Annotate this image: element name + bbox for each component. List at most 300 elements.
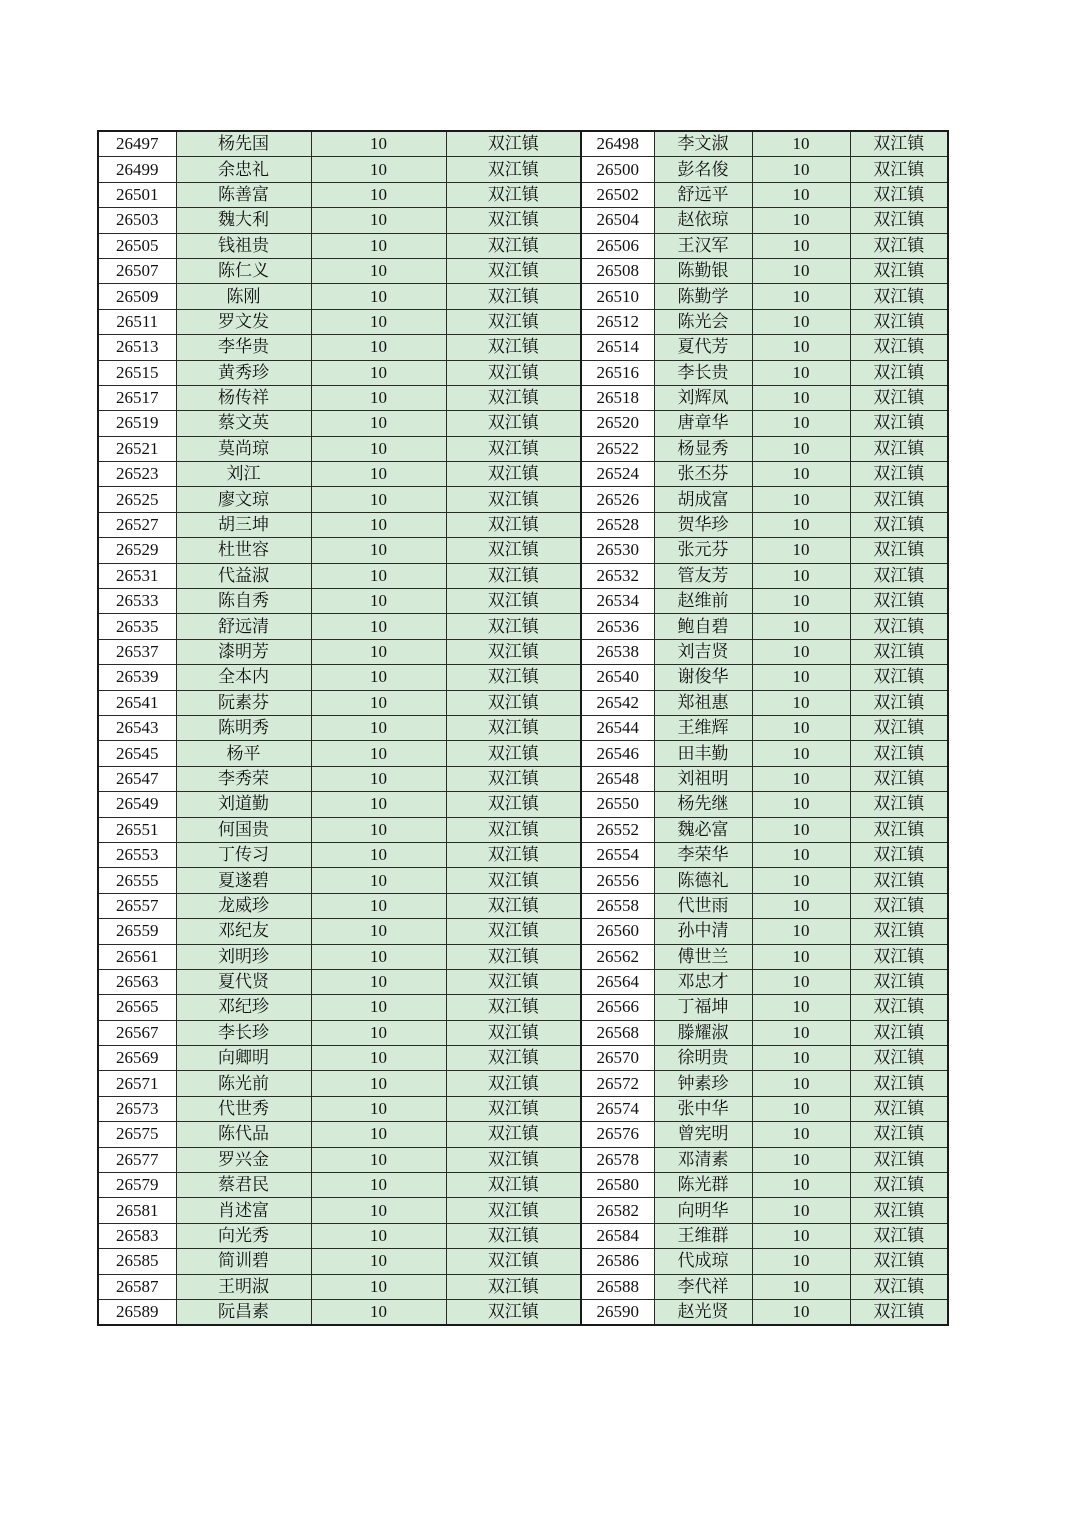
left-id-cell: 26563 <box>98 969 176 994</box>
table-row <box>98 1071 948 1096</box>
right-name-cell: 赵维前 <box>654 589 752 614</box>
left-town-cell: 双江镇 <box>446 360 581 385</box>
right-amount-cell: 10 <box>752 1122 850 1147</box>
left-town-cell: 双江镇 <box>446 157 581 182</box>
right-town-cell: 双江镇 <box>850 538 948 563</box>
left-amount-cell: 10 <box>311 1020 446 1045</box>
left-name-cell: 陈刚 <box>176 284 311 309</box>
right-name-cell: 贺华珍 <box>654 512 752 537</box>
right-town-cell: 双江镇 <box>850 1020 948 1045</box>
right-name-cell: 钟素珍 <box>654 1071 752 1096</box>
left-name-cell: 龙威珍 <box>176 893 311 918</box>
left-id-cell: 26583 <box>98 1223 176 1248</box>
right-town-cell: 双江镇 <box>850 563 948 588</box>
right-amount-cell: 10 <box>752 208 850 233</box>
left-name-cell: 钱祖贵 <box>176 233 311 258</box>
left-name-cell: 李长珍 <box>176 1020 311 1045</box>
right-amount-cell: 10 <box>752 563 850 588</box>
right-town-cell: 双江镇 <box>850 487 948 512</box>
left-town-cell: 双江镇 <box>446 893 581 918</box>
table-row <box>98 639 948 664</box>
right-town-cell: 双江镇 <box>850 360 948 385</box>
right-town-cell: 双江镇 <box>850 233 948 258</box>
left-id-cell: 26501 <box>98 182 176 207</box>
right-name-cell: 李荣华 <box>654 842 752 867</box>
right-id-cell: 26544 <box>581 715 654 740</box>
table-row <box>98 842 948 867</box>
left-id-cell: 26525 <box>98 487 176 512</box>
left-name-cell: 丁传习 <box>176 842 311 867</box>
right-amount-cell: 10 <box>752 309 850 334</box>
right-id-cell: 26556 <box>581 868 654 893</box>
right-id-cell: 26534 <box>581 589 654 614</box>
right-id-cell: 26566 <box>581 995 654 1020</box>
left-town-cell: 双江镇 <box>446 1122 581 1147</box>
left-town-cell: 双江镇 <box>446 1173 581 1198</box>
right-name-cell: 杨先继 <box>654 792 752 817</box>
right-amount-cell: 10 <box>752 411 850 436</box>
left-amount-cell: 10 <box>311 512 446 537</box>
right-amount-cell: 10 <box>752 842 850 867</box>
left-amount-cell: 10 <box>311 258 446 283</box>
left-name-cell: 陈光前 <box>176 1071 311 1096</box>
right-amount-cell: 10 <box>752 868 850 893</box>
right-town-cell: 双江镇 <box>850 589 948 614</box>
table-row <box>98 969 948 994</box>
right-id-cell: 26504 <box>581 208 654 233</box>
right-name-cell: 邓清素 <box>654 1147 752 1172</box>
right-amount-cell: 10 <box>752 233 850 258</box>
table-row <box>98 944 948 969</box>
left-amount-cell: 10 <box>311 919 446 944</box>
left-town-cell: 双江镇 <box>446 969 581 994</box>
right-amount-cell: 10 <box>752 944 850 969</box>
left-amount-cell: 10 <box>311 284 446 309</box>
left-name-cell: 阮素芬 <box>176 690 311 715</box>
left-name-cell: 向光秀 <box>176 1223 311 1248</box>
table-row <box>98 462 948 487</box>
left-town-cell: 双江镇 <box>446 131 581 157</box>
left-town-cell: 双江镇 <box>446 995 581 1020</box>
left-id-cell: 26561 <box>98 944 176 969</box>
left-amount-cell: 10 <box>311 487 446 512</box>
left-id-cell: 26575 <box>98 1122 176 1147</box>
right-amount-cell: 10 <box>752 1071 850 1096</box>
left-id-cell: 26581 <box>98 1198 176 1223</box>
right-name-cell: 田丰勤 <box>654 741 752 766</box>
left-amount-cell: 10 <box>311 411 446 436</box>
left-town-cell: 双江镇 <box>446 842 581 867</box>
right-name-cell: 彭名俊 <box>654 157 752 182</box>
right-id-cell: 26502 <box>581 182 654 207</box>
right-amount-cell: 10 <box>752 741 850 766</box>
data-table <box>97 130 949 1326</box>
left-amount-cell: 10 <box>311 208 446 233</box>
right-town-cell: 双江镇 <box>850 639 948 664</box>
left-id-cell: 26567 <box>98 1020 176 1045</box>
left-town-cell: 双江镇 <box>446 665 581 690</box>
left-amount-cell: 10 <box>311 309 446 334</box>
right-id-cell: 26588 <box>581 1274 654 1299</box>
left-amount-cell: 10 <box>311 766 446 791</box>
left-amount-cell: 10 <box>311 589 446 614</box>
right-town-cell: 双江镇 <box>850 182 948 207</box>
table-row <box>98 868 948 893</box>
right-id-cell: 26520 <box>581 411 654 436</box>
left-town-cell: 双江镇 <box>446 614 581 639</box>
right-name-cell: 曾宪明 <box>654 1122 752 1147</box>
right-amount-cell: 10 <box>752 1046 850 1071</box>
right-id-cell: 26584 <box>581 1223 654 1248</box>
right-amount-cell: 10 <box>752 436 850 461</box>
left-id-cell: 26559 <box>98 919 176 944</box>
right-id-cell: 26560 <box>581 919 654 944</box>
left-name-cell: 向卿明 <box>176 1046 311 1071</box>
right-name-cell: 徐明贵 <box>654 1046 752 1071</box>
right-town-cell: 双江镇 <box>850 1249 948 1274</box>
left-name-cell: 邓纪友 <box>176 919 311 944</box>
right-amount-cell: 10 <box>752 335 850 360</box>
right-name-cell: 陈德礼 <box>654 868 752 893</box>
left-name-cell: 王明淑 <box>176 1274 311 1299</box>
table-row <box>98 563 948 588</box>
left-name-cell: 代益淑 <box>176 563 311 588</box>
left-amount-cell: 10 <box>311 538 446 563</box>
left-town-cell: 双江镇 <box>446 411 581 436</box>
left-name-cell: 简训碧 <box>176 1249 311 1274</box>
right-amount-cell: 10 <box>752 1198 850 1223</box>
right-town-cell: 双江镇 <box>850 462 948 487</box>
right-id-cell: 26580 <box>581 1173 654 1198</box>
right-amount-cell: 10 <box>752 589 850 614</box>
left-name-cell: 陈明秀 <box>176 715 311 740</box>
table-row <box>98 1249 948 1274</box>
left-name-cell: 夏代贤 <box>176 969 311 994</box>
right-town-cell: 双江镇 <box>850 944 948 969</box>
right-name-cell: 赵依琼 <box>654 208 752 233</box>
left-id-cell: 26555 <box>98 868 176 893</box>
left-name-cell: 漆明芳 <box>176 639 311 664</box>
left-id-cell: 26535 <box>98 614 176 639</box>
left-town-cell: 双江镇 <box>446 715 581 740</box>
left-town-cell: 双江镇 <box>446 1223 581 1248</box>
left-town-cell: 双江镇 <box>446 538 581 563</box>
left-name-cell: 刘明珍 <box>176 944 311 969</box>
right-name-cell: 舒远平 <box>654 182 752 207</box>
left-amount-cell: 10 <box>311 614 446 639</box>
right-town-cell: 双江镇 <box>850 766 948 791</box>
right-id-cell: 26540 <box>581 665 654 690</box>
left-name-cell: 邓纪珍 <box>176 995 311 1020</box>
left-town-cell: 双江镇 <box>446 462 581 487</box>
table-row <box>98 614 948 639</box>
right-id-cell: 26576 <box>581 1122 654 1147</box>
right-name-cell: 张元芬 <box>654 538 752 563</box>
left-amount-cell: 10 <box>311 969 446 994</box>
right-amount-cell: 10 <box>752 665 850 690</box>
right-amount-cell: 10 <box>752 639 850 664</box>
right-town-cell: 双江镇 <box>850 1096 948 1121</box>
left-name-cell: 代世秀 <box>176 1096 311 1121</box>
left-id-cell: 26589 <box>98 1299 176 1325</box>
left-town-cell: 双江镇 <box>446 182 581 207</box>
left-name-cell: 罗文发 <box>176 309 311 334</box>
right-town-cell: 双江镇 <box>850 792 948 817</box>
left-amount-cell: 10 <box>311 1274 446 1299</box>
left-id-cell: 26499 <box>98 157 176 182</box>
table-row <box>98 995 948 1020</box>
right-name-cell: 刘辉凤 <box>654 385 752 410</box>
right-amount-cell: 10 <box>752 766 850 791</box>
right-amount-cell: 10 <box>752 893 850 918</box>
left-id-cell: 26527 <box>98 512 176 537</box>
table-row <box>98 360 948 385</box>
left-amount-cell: 10 <box>311 1299 446 1325</box>
right-id-cell: 26578 <box>581 1147 654 1172</box>
left-amount-cell: 10 <box>311 817 446 842</box>
left-name-cell: 李华贵 <box>176 335 311 360</box>
table-row <box>98 157 948 182</box>
left-town-cell: 双江镇 <box>446 1020 581 1045</box>
right-amount-cell: 10 <box>752 1299 850 1325</box>
left-amount-cell: 10 <box>311 233 446 258</box>
right-town-cell: 双江镇 <box>850 1046 948 1071</box>
left-amount-cell: 10 <box>311 563 446 588</box>
left-town-cell: 双江镇 <box>446 1096 581 1121</box>
table-row <box>98 792 948 817</box>
left-town-cell: 双江镇 <box>446 1147 581 1172</box>
right-name-cell: 李代祥 <box>654 1274 752 1299</box>
right-town-cell: 双江镇 <box>850 665 948 690</box>
left-id-cell: 26571 <box>98 1071 176 1096</box>
right-name-cell: 李长贵 <box>654 360 752 385</box>
left-id-cell: 26539 <box>98 665 176 690</box>
left-amount-cell: 10 <box>311 131 446 157</box>
right-amount-cell: 10 <box>752 1020 850 1045</box>
left-name-cell: 黄秀珍 <box>176 360 311 385</box>
right-amount-cell: 10 <box>752 182 850 207</box>
right-id-cell: 26582 <box>581 1198 654 1223</box>
right-id-cell: 26522 <box>581 436 654 461</box>
left-amount-cell: 10 <box>311 1147 446 1172</box>
right-name-cell: 管友芳 <box>654 563 752 588</box>
table-row <box>98 1147 948 1172</box>
table-row <box>98 512 948 537</box>
left-amount-cell: 10 <box>311 335 446 360</box>
left-name-cell: 夏遂碧 <box>176 868 311 893</box>
right-name-cell: 滕耀淑 <box>654 1020 752 1045</box>
left-name-cell: 蔡文英 <box>176 411 311 436</box>
table-row <box>98 538 948 563</box>
right-town-cell: 双江镇 <box>850 1198 948 1223</box>
left-name-cell: 陈代品 <box>176 1122 311 1147</box>
left-amount-cell: 10 <box>311 715 446 740</box>
left-name-cell: 何国贵 <box>176 817 311 842</box>
left-id-cell: 26577 <box>98 1147 176 1172</box>
right-name-cell: 张中华 <box>654 1096 752 1121</box>
left-id-cell: 26585 <box>98 1249 176 1274</box>
right-amount-cell: 10 <box>752 995 850 1020</box>
right-id-cell: 26546 <box>581 741 654 766</box>
left-town-cell: 双江镇 <box>446 766 581 791</box>
table-row <box>98 385 948 410</box>
left-id-cell: 26541 <box>98 690 176 715</box>
table-row <box>98 233 948 258</box>
left-name-cell: 罗兴金 <box>176 1147 311 1172</box>
right-town-cell: 双江镇 <box>850 969 948 994</box>
table-row <box>98 741 948 766</box>
right-town-cell: 双江镇 <box>850 512 948 537</box>
left-amount-cell: 10 <box>311 1046 446 1071</box>
right-name-cell: 代成琼 <box>654 1249 752 1274</box>
left-id-cell: 26531 <box>98 563 176 588</box>
left-id-cell: 26515 <box>98 360 176 385</box>
left-amount-cell: 10 <box>311 436 446 461</box>
left-name-cell: 阮昌素 <box>176 1299 311 1325</box>
table-row <box>98 893 948 918</box>
right-id-cell: 26532 <box>581 563 654 588</box>
right-town-cell: 双江镇 <box>850 1274 948 1299</box>
right-town-cell: 双江镇 <box>850 1223 948 1248</box>
right-amount-cell: 10 <box>752 131 850 157</box>
right-name-cell: 鲍自碧 <box>654 614 752 639</box>
left-id-cell: 26509 <box>98 284 176 309</box>
table-row <box>98 715 948 740</box>
left-id-cell: 26521 <box>98 436 176 461</box>
table-row <box>98 1223 948 1248</box>
left-name-cell: 陈自秀 <box>176 589 311 614</box>
left-town-cell: 双江镇 <box>446 487 581 512</box>
left-town-cell: 双江镇 <box>446 589 581 614</box>
table-row <box>98 284 948 309</box>
left-amount-cell: 10 <box>311 360 446 385</box>
right-id-cell: 26500 <box>581 157 654 182</box>
left-town-cell: 双江镇 <box>446 1249 581 1274</box>
table-row <box>98 1274 948 1299</box>
left-name-cell: 蔡君民 <box>176 1173 311 1198</box>
right-town-cell: 双江镇 <box>850 208 948 233</box>
right-name-cell: 李文淑 <box>654 131 752 157</box>
left-name-cell: 廖文琼 <box>176 487 311 512</box>
left-id-cell: 26523 <box>98 462 176 487</box>
right-id-cell: 26524 <box>581 462 654 487</box>
left-id-cell: 26511 <box>98 309 176 334</box>
left-name-cell: 余忠礼 <box>176 157 311 182</box>
left-amount-cell: 10 <box>311 690 446 715</box>
left-town-cell: 双江镇 <box>446 436 581 461</box>
left-id-cell: 26543 <box>98 715 176 740</box>
right-town-cell: 双江镇 <box>850 1071 948 1096</box>
left-name-cell: 全本内 <box>176 665 311 690</box>
right-town-cell: 双江镇 <box>850 284 948 309</box>
left-name-cell: 杨传祥 <box>176 385 311 410</box>
right-id-cell: 26514 <box>581 335 654 360</box>
left-amount-cell: 10 <box>311 944 446 969</box>
right-amount-cell: 10 <box>752 284 850 309</box>
left-amount-cell: 10 <box>311 1173 446 1198</box>
right-amount-cell: 10 <box>752 1173 850 1198</box>
table-row <box>98 335 948 360</box>
left-town-cell: 双江镇 <box>446 1299 581 1325</box>
left-name-cell: 肖述富 <box>176 1198 311 1223</box>
table-row <box>98 487 948 512</box>
left-name-cell: 刘江 <box>176 462 311 487</box>
right-name-cell: 丁福坤 <box>654 995 752 1020</box>
right-town-cell: 双江镇 <box>850 335 948 360</box>
right-amount-cell: 10 <box>752 1274 850 1299</box>
right-town-cell: 双江镇 <box>850 715 948 740</box>
right-id-cell: 26528 <box>581 512 654 537</box>
right-amount-cell: 10 <box>752 690 850 715</box>
left-amount-cell: 10 <box>311 1071 446 1096</box>
right-name-cell: 刘祖明 <box>654 766 752 791</box>
left-id-cell: 26553 <box>98 842 176 867</box>
right-amount-cell: 10 <box>752 1249 850 1274</box>
right-name-cell: 刘吉贤 <box>654 639 752 664</box>
right-id-cell: 26574 <box>581 1096 654 1121</box>
left-id-cell: 26517 <box>98 385 176 410</box>
left-amount-cell: 10 <box>311 1249 446 1274</box>
right-id-cell: 26554 <box>581 842 654 867</box>
right-town-cell: 双江镇 <box>850 385 948 410</box>
left-town-cell: 双江镇 <box>446 944 581 969</box>
left-amount-cell: 10 <box>311 792 446 817</box>
left-name-cell: 杨平 <box>176 741 311 766</box>
right-amount-cell: 10 <box>752 462 850 487</box>
table-body <box>98 131 948 1325</box>
left-town-cell: 双江镇 <box>446 741 581 766</box>
right-id-cell: 26572 <box>581 1071 654 1096</box>
right-amount-cell: 10 <box>752 817 850 842</box>
left-town-cell: 双江镇 <box>446 1274 581 1299</box>
table-row <box>98 766 948 791</box>
table-row <box>98 690 948 715</box>
right-id-cell: 26506 <box>581 233 654 258</box>
right-id-cell: 26508 <box>581 258 654 283</box>
table-row <box>98 258 948 283</box>
left-town-cell: 双江镇 <box>446 309 581 334</box>
left-town-cell: 双江镇 <box>446 817 581 842</box>
right-id-cell: 26542 <box>581 690 654 715</box>
left-name-cell: 杜世容 <box>176 538 311 563</box>
right-town-cell: 双江镇 <box>850 690 948 715</box>
table-row <box>98 1122 948 1147</box>
right-id-cell: 26548 <box>581 766 654 791</box>
left-amount-cell: 10 <box>311 1223 446 1248</box>
right-id-cell: 26516 <box>581 360 654 385</box>
right-id-cell: 26512 <box>581 309 654 334</box>
left-town-cell: 双江镇 <box>446 563 581 588</box>
left-name-cell: 杨先国 <box>176 131 311 157</box>
left-amount-cell: 10 <box>311 1198 446 1223</box>
table-row <box>98 1299 948 1325</box>
left-town-cell: 双江镇 <box>446 1198 581 1223</box>
table-row <box>98 1173 948 1198</box>
table-row <box>98 309 948 334</box>
table-row <box>98 182 948 207</box>
right-name-cell: 邓忠才 <box>654 969 752 994</box>
left-id-cell: 26545 <box>98 741 176 766</box>
right-amount-cell: 10 <box>752 919 850 944</box>
left-town-cell: 双江镇 <box>446 208 581 233</box>
right-id-cell: 26558 <box>581 893 654 918</box>
right-id-cell: 26590 <box>581 1299 654 1325</box>
right-id-cell: 26498 <box>581 131 654 157</box>
right-id-cell: 26552 <box>581 817 654 842</box>
table-row <box>98 919 948 944</box>
right-name-cell: 陈勤银 <box>654 258 752 283</box>
right-amount-cell: 10 <box>752 538 850 563</box>
